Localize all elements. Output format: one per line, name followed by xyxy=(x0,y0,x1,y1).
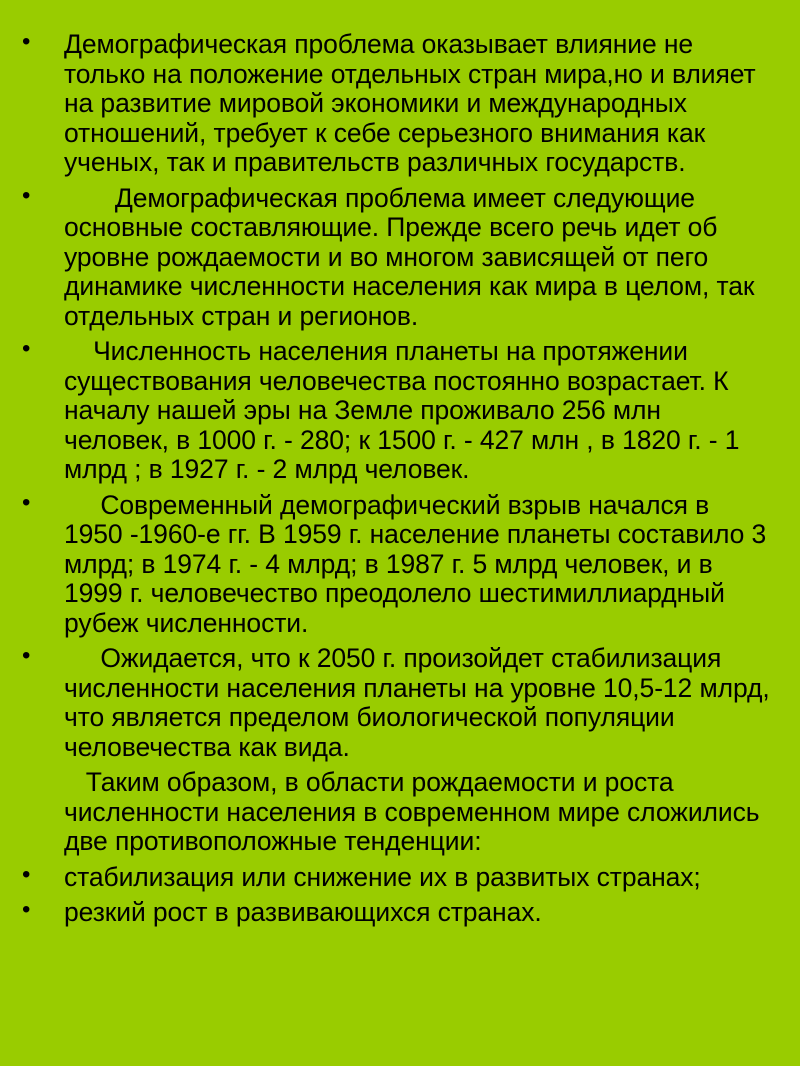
summary-text: Таким образом, в области рождаемости и роста численности населения в современном мире сложились две противоположные тенденции: xyxy=(64,767,767,856)
bullet-item-text: стабилизация или снижение их в развитых странах; xyxy=(64,861,701,892)
bullet-item-5 xyxy=(20,642,777,762)
bullet-icon: • xyxy=(22,860,31,888)
bullet-item-2 xyxy=(20,181,772,332)
bullet-item-text: Ожидается, что к 2050 г. произойдет стабилизация численности населения планеты на уровне 10,5-12 млрд, что является пределом биологической популяции человечества как вида. xyxy=(64,643,777,762)
bullet-item-3 xyxy=(20,337,772,485)
summary-paragraph xyxy=(20,768,772,857)
bullet-icon: • xyxy=(22,335,31,362)
bullet-item-text: Демографическая проблема оказывает влияние не только на положение отдельных стран мира,но и влияет на развитие мировой экономики и международных отношений, требует к себе серьезного внимания как ученых, так и правительств различных государств. xyxy=(64,29,763,177)
bullet-item-text: резкий рост в развивающихся странах. xyxy=(64,897,542,927)
bullet-item-1 xyxy=(20,30,772,178)
bullet-icon: • xyxy=(22,896,31,923)
bullet-item-text: Современный демографический взрыв начался в 1950 -1960-е гг. В 1959 г. население планеты составило 3 млрд; в 1974 г. - 4 млрд; в 1987 г. 5 млрд человек, и в 1999 г. человечество преодолело шестимиллиардный рубеж численности. xyxy=(64,489,774,638)
bullet-item-7 xyxy=(20,898,772,928)
bullet-icon: • xyxy=(22,488,31,516)
bullet-item-text: Демографическая проблема имеет следующие основные составляющие. Прежде всего речь идет об уровне рождаемости и во многом зависящей от пего динамике численности населения как мира в целом, так отдельных стран и регионов. xyxy=(64,182,762,331)
bullet-item-4 xyxy=(20,488,774,639)
bullet-item-text: Численность населения планеты на протяжении существования человечества постоянно возрастает. К началу нашей эры на Земле проживало 256 млн человек, в 1000 г. - 280; к 1500 г. - 427 млн , в 1820 г. - 1 млрд ; в 1927 г. - 2 млрд человек. xyxy=(64,336,747,484)
bullet-item-6 xyxy=(20,860,772,893)
bullet-icon: • xyxy=(22,28,31,55)
bullet-icon: • xyxy=(22,181,31,209)
bullet-icon: • xyxy=(22,642,31,669)
